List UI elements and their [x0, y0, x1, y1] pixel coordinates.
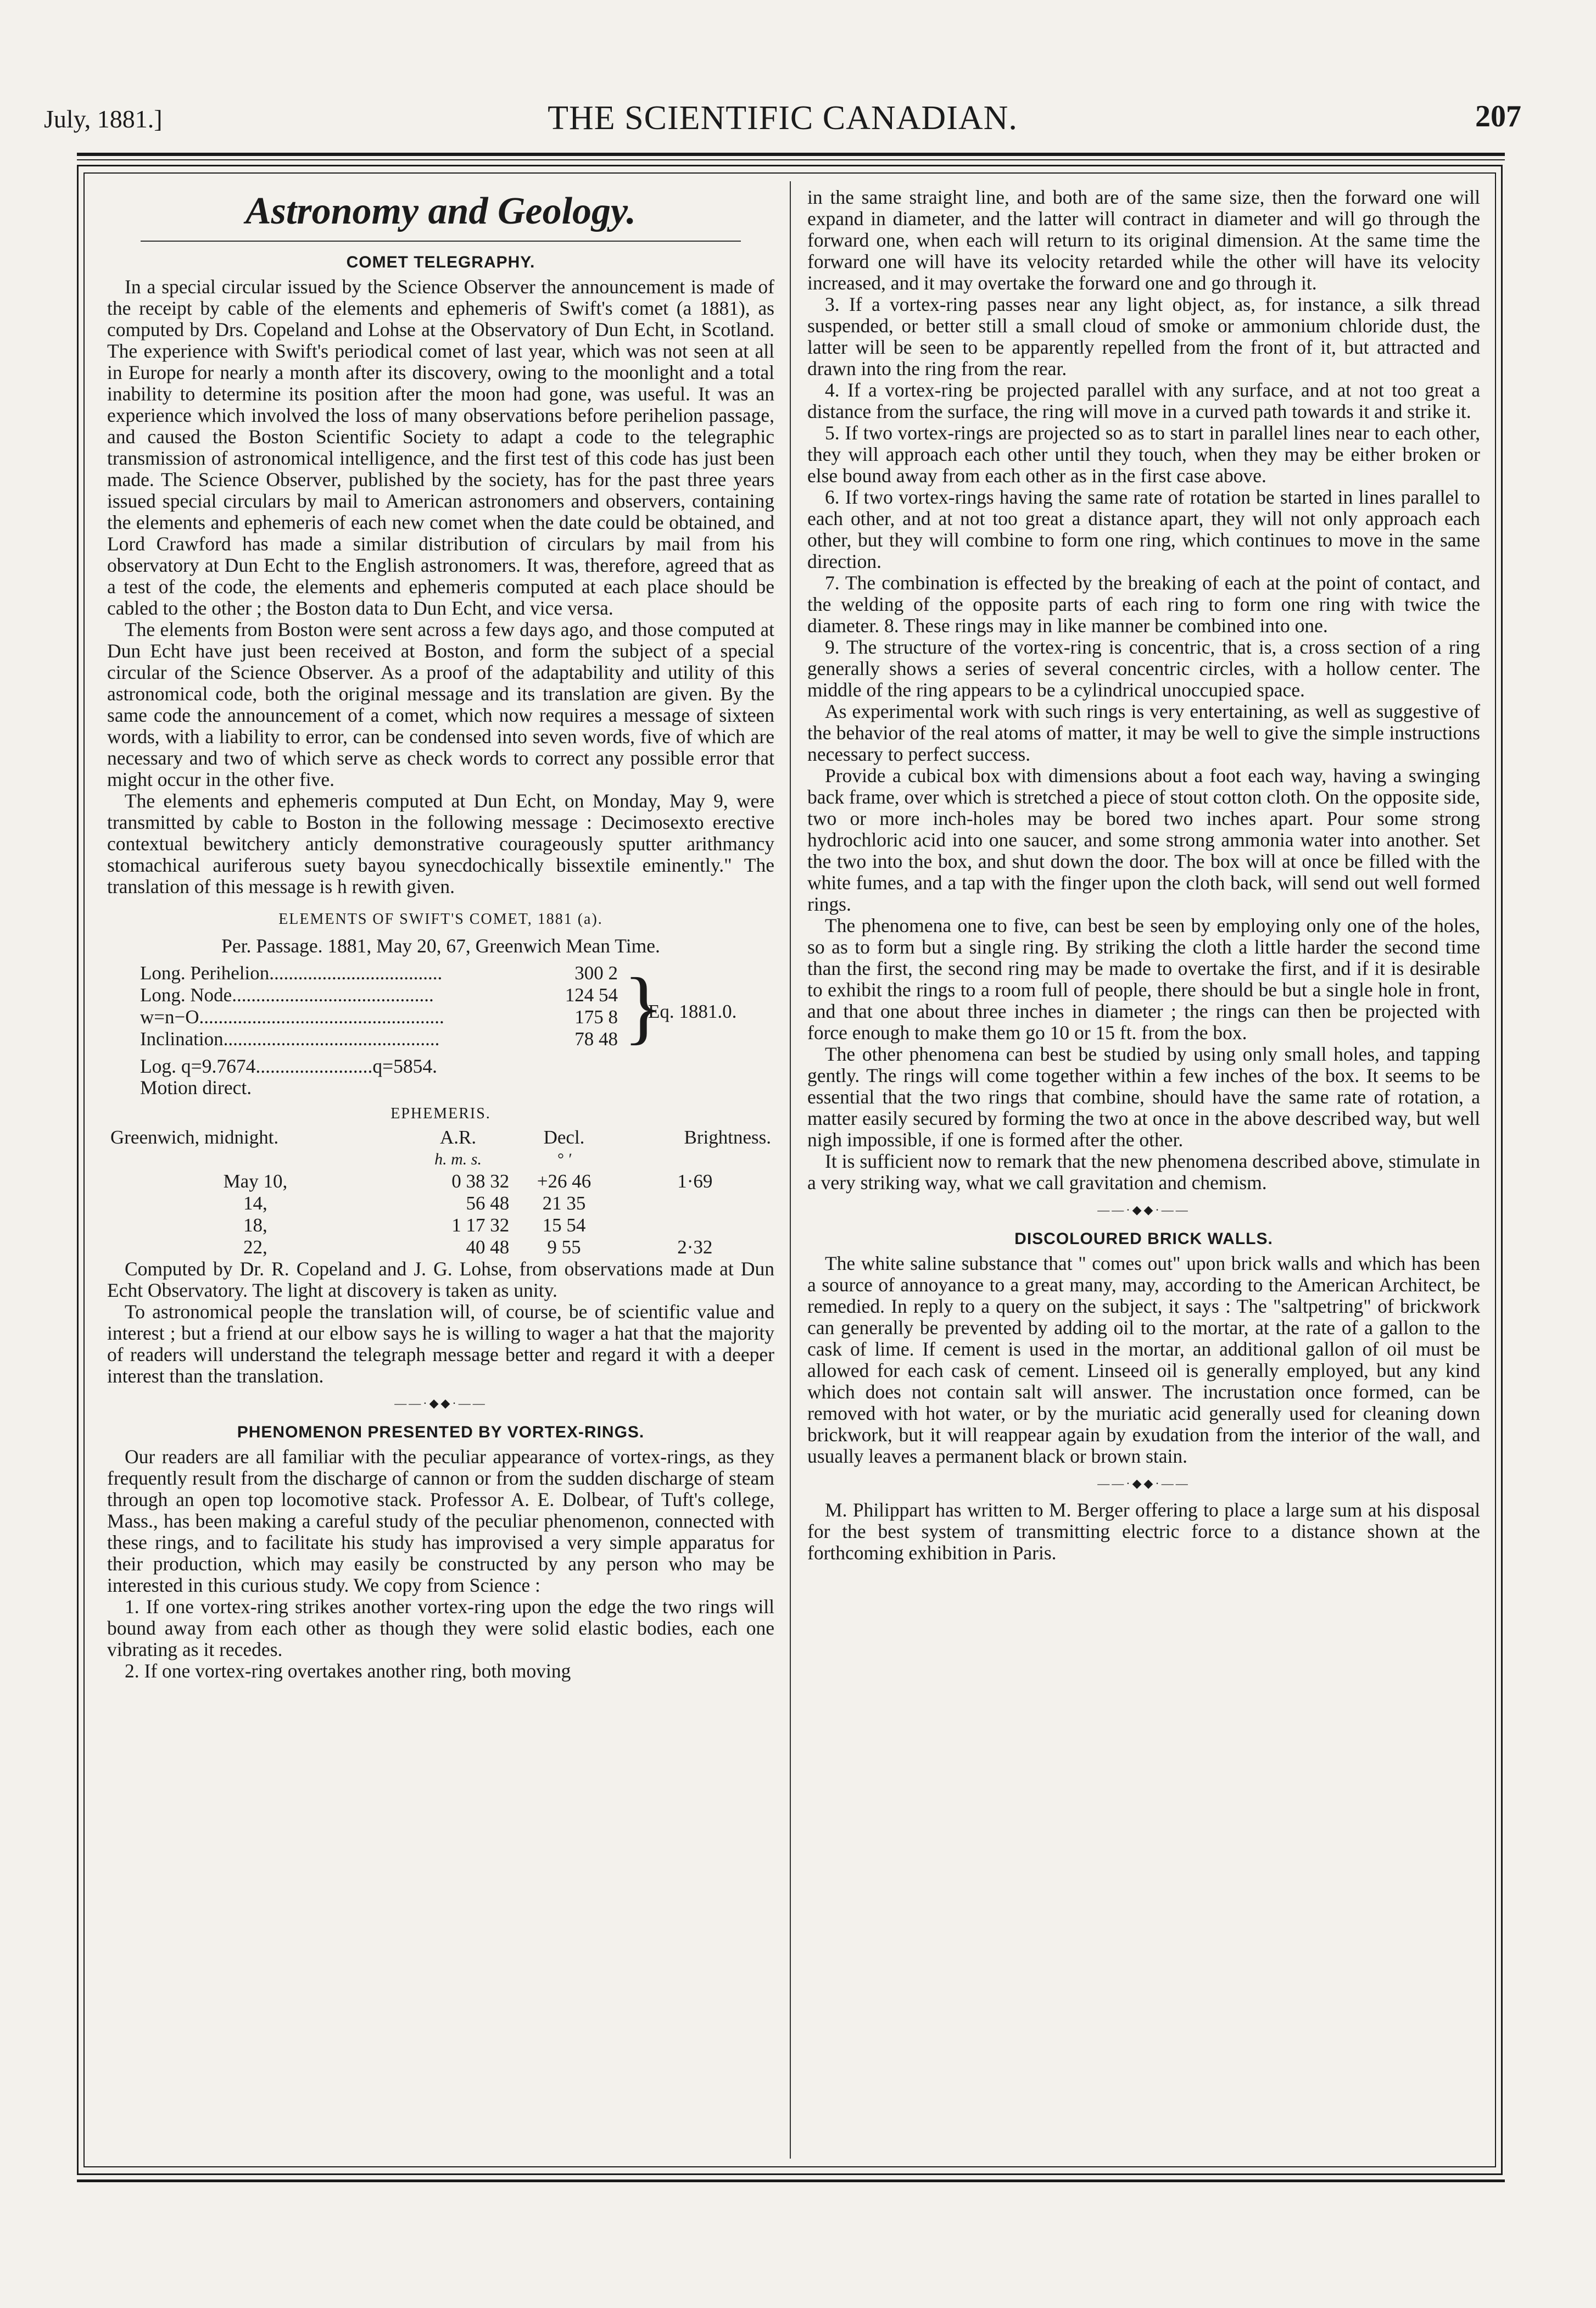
ephemeris-title: EPHEMERIS.: [390, 1105, 491, 1122]
table-cell: 0 38 32: [451, 1170, 510, 1192]
element-label: w=n−O...................................................: [140, 1006, 444, 1028]
header-rule: [77, 153, 1505, 156]
paragraph: 2. If one vortex-ring overtakes another ring, both moving: [125, 1660, 571, 1682]
table-header-row: [107, 1127, 774, 1149]
table-cell: 22,: [243, 1236, 267, 1258]
table-cell: 21 35: [542, 1192, 586, 1214]
paragraph: The other phenomena can best be studied by using only small holes, and tapping gently. The rings will come together within a few inches of the box. It seems to be essential that the two rings that combine, should have the same rate of rotation, a matter easily secured by forming the two at once in the above described way, but well nigh impossible, if one is formed after the other.: [807, 1043, 1480, 1151]
table-cell: 1 17 32: [451, 1214, 510, 1236]
paragraph: The elements from Boston were sent across a few days ago, and those computed at Dun Echt have just been received at Boston, and form the subject of a special circular of the Science Observer. As a proof of the adaptability and utility of this astronomical code, both the original message and its translation are given. By the same code the announcement of a comet, which now requires a message of sixteen words, with a liability to error, can be condensed into seven words, five of which are necessary and two of which serve as check words to correct any possible error that might occur in the other five.: [107, 618, 774, 790]
paragraph: The elements and ephemeris computed at Dun Echt, on Monday, May 9, were transmitted by cable to Boston in the following message : Decimosexto erective contextual bewitchery anticly demonstrative courageously sputter arithmancy stomachical auriferous suety bayou synecdochically bissextile eminently." The translation of this message is h rewith given.: [107, 790, 774, 897]
paragraph: The phenomena one to five, can best be seen by employing only one of the holes, so as to form but a single ring. By striking the cloth a little harder the second time than the first, the second ring may be made to overtake the first, and if it is desirable to exhibit the rings to a room full of people, there should be but a single hole in front, and that one about three inches in diameter ; the rings can then be projected with force enough to make them go 10 or 15 ft. from the box.: [807, 915, 1480, 1044]
section-separator: ——·◆◆·——: [1097, 1203, 1190, 1217]
right-column: [807, 187, 1480, 1564]
element-label: Inclination.............................................: [140, 1028, 440, 1050]
table-row: [107, 1236, 774, 1258]
paragraph: It is sufficient now to remark that the new phenomena described above, stimulate in a very striking way, what we call gravitation and chemism.: [807, 1150, 1480, 1194]
paragraph: Computed by Dr. R. Copeland and J. G. Lohse, from observations made at Dun Echt Observatory. The light at discovery is taken as unity.: [107, 1258, 774, 1301]
paragraph: M. Philippart has written to M. Berger offering to place a large sum at his disposal for the best system of transmitting electric force to a distance shown at the forthcoming exhibition in Paris.: [807, 1499, 1480, 1564]
paragraph: As experimental work with such rings is very entertaining, as well as suggestive of the behavior of the real atoms of matter, it may be well to give the simple instructions necessary to perfect success.: [807, 700, 1480, 765]
element-value: 300 2: [574, 962, 618, 984]
section-separator: ——·◆◆·——: [394, 1396, 487, 1410]
table-cell: [616, 1192, 774, 1214]
article-heading-brick: DISCOLOURED BRICK WALLS.: [1014, 1230, 1273, 1248]
element-row: [107, 1028, 774, 1050]
log-q: Log. q=9.7674........................q=5854.: [140, 1055, 437, 1077]
column-divider: [790, 181, 791, 2159]
table-cell: 56 48: [466, 1192, 510, 1214]
element-value: 78 48: [574, 1028, 618, 1050]
table-cell: 1·69: [677, 1170, 713, 1192]
element-label: Long. Node..........................................: [140, 984, 434, 1006]
table-cell: 14,: [243, 1192, 267, 1214]
table-row: [107, 1192, 774, 1214]
paragraph: 7. The combination is effected by the breaking of each at the point of contact, and the welding of the opposite parts of each ring to form one ring with twice the diameter. 8. These rings may in like manner be combined into one.: [807, 572, 1480, 637]
unit-cell: [616, 1149, 774, 1170]
ephemeris-table: [107, 1127, 774, 1258]
unit-cell: [107, 1149, 404, 1170]
paragraph: in the same straight line, and both are of the same size, then the forward one will expand in diameter, and the latter will contract in diameter and will go through the forward one, when each will return to its original dimension. At the same time the forward one will have its velocity retarded while the other will have its velocity increased, and it may overtake the forward one and go through it.: [807, 186, 1480, 294]
element-value: 124 54: [565, 984, 618, 1006]
paragraph: 5. If two vortex-rings are projected so as to start in parallel lines near to each other, they will approach each other until they touch, when they may be either broken or else bound away from each other as in the first case above.: [807, 422, 1480, 487]
page-number: 207: [1475, 99, 1521, 133]
unit-cell: h. m. s.: [434, 1150, 482, 1168]
perihelion-passage: Per. Passage. 1881, May 20, 67, Greenwich Mean Time.: [221, 935, 660, 957]
element-value: 175 8: [574, 1006, 618, 1028]
table-cell: 9 55: [547, 1236, 581, 1258]
page-header: [44, 93, 1521, 148]
table-cell: May 10,: [223, 1170, 288, 1192]
article-heading-comet: COMET TELEGRAPHY.: [346, 253, 535, 271]
paragraph: Our readers are all familiar with the peculiar appearance of vortex-rings, as they frequently result from the discharge of cannon or from the sudden discharge of steam through an open top locomotive stack. Professor A. E. Dolbear, of Tuft's college, Mass., has been making a careful study of the peculiar phenomenon, connected with these rings, and to facilitate his study has improvised a very simple apparatus for their production, which may easily be constructed by any person who may be interested in this curious study. We copy from Science :: [107, 1446, 774, 1596]
journal-title: THE SCIENTIFIC CANADIAN.: [548, 99, 1018, 137]
table-row: [107, 1170, 774, 1192]
paragraph: 4. If a vortex-ring be projected parallel with any surface, and at not too great a distance from the surface, the ring will move in a curved path towards it and strike it.: [807, 379, 1480, 422]
header-rule-thin: [77, 159, 1505, 160]
left-column: [107, 187, 774, 1682]
element-label: Long. Perihelion....................................: [140, 962, 443, 984]
paragraph: Provide a cubical box with dimensions about a foot each way, having a swinging back frame, over which is stretched a piece of stout cotton cloth. On the opposite side, two or more inch-holes may be bored two inches apart. Pour some strong hydrochloric acid into one saucer, and some strong ammonia water into another. Set the two into the box, and shut down the door. The box will at once be filled with the white fumes, and a tap with the finger upon the cloth back, will send out well formed rings.: [807, 765, 1480, 915]
section-separator: ——·◆◆·——: [1097, 1476, 1190, 1490]
paragraph: 9. The structure of the vortex-ring is concentric, that is, a cross section of a ring generally shows a series of several concentric circles, with a hollow center. The middle of the ring appears to be a cylindrical unoccupied space.: [807, 636, 1480, 701]
element-row: [107, 962, 774, 984]
paragraph: 1. If one vortex-ring strikes another vortex-ring upon the edge the two rings will bound away from each other as though they were solid elastic bodies, each one vibrating as it recedes.: [107, 1596, 774, 1660]
paragraph: 3. If a vortex-ring passes near any light object, as, for instance, a silk thread suspended, or better still a small cloud of smoke or ammonium chloride dust, the latter will be seen to be apparently repelled from the front of it, but attracted and drawn into the ring from the rear.: [807, 293, 1480, 380]
unit-cell: ° ′: [556, 1150, 572, 1168]
table-row: [107, 1214, 774, 1236]
equinox-label: Eq. 1881.0.: [648, 1001, 737, 1022]
table-units-row: [107, 1149, 774, 1170]
paragraph: To astronomical people the translation will, of course, be of scientific value and interest ; but a friend at our elbow says he is willing to wager a hat that the majority of readers will understand the telegraph message better and regard it with a deeper interest than the translation.: [107, 1301, 774, 1387]
paragraph: In a special circular issued by the Science Observer the announcement is made of the receipt by cable of the elements and ephemeris of Swift's comet (a 1881), as computed by Drs. Copeland and Lohse at the Observatory of Dun Echt, in Scotland. The experience with Swift's periodical comet of last year, which was not seen at all in Europe for nearly a month after its discovery, owing to the moonlight and a total inability to determine its position after the moon had gone, was useful. It was an experience which involved the loss of many observations before perihelion passage, and caused the Boston Scientific Society to adapt a code to the telegraphic transmission of astronomical intelligence, and the first test of this code has just been made. The Science Observer, published by the society, has for the past three years issued special circulars by mail to American astronomers and observers, containing the elements and ephemeris of each new comet when the date could be obtained, and Lord Crawford has made a similar distribution of circulars by mail from his observatory at Dun Echt to the English astronomers. It was, therefore, agreed that as a test of the code, the elements and ephemeris computed at each place should be cabled to the other ; the Boston data to Dun Echt, and vice versa.: [107, 276, 774, 619]
section-title: Astronomy and Geology.: [245, 190, 637, 232]
brace-icon: }: [623, 961, 663, 1052]
table-cell: +26 46: [537, 1170, 591, 1192]
column-header: Brightness.: [684, 1127, 771, 1148]
column-header: Greenwich, midnight.: [110, 1127, 279, 1148]
title-rule: [141, 241, 741, 242]
table-cell: 18,: [243, 1214, 267, 1236]
footer-rule: [77, 2179, 1505, 2182]
article-heading-vortex: PHENOMENON PRESENTED BY VORTEX-RINGS.: [237, 1423, 645, 1441]
table-cell: 40 48: [466, 1236, 510, 1258]
column-header: Decl.: [543, 1127, 585, 1148]
table-cell: 2·32: [677, 1236, 713, 1258]
column-header: A.R.: [439, 1127, 477, 1148]
table-cell: [616, 1214, 774, 1236]
paragraph: 6. If two vortex-rings having the same rate of rotation be started in lines parallel to each other, and at not too great a distance apart, they will not only approach each other, but they will combine to form one ring, which continues to move in the same direction.: [807, 486, 1480, 572]
elements-title: ELEMENTS OF SWIFT'S COMET, 1881 (a).: [278, 911, 603, 928]
elements-table: [107, 962, 774, 1050]
table-cell: 15 54: [542, 1214, 586, 1236]
paragraph: The white saline substance that " comes out" upon brick walls and which has been a source of annoyance to a great many, may, according to the American Architect, be remedied. In reply to a query on the subject, it says : The "saltpetring" of brickwork can generally be prevented by adding oil to the mortar, at the rate of a gallon to the cask of lime. If cement is used in the mortar, an additional gallon of oil must be allowed for each cask of cement. Linseed oil is generally employed, but any kind which does not contain salt will answer. The incrustation once formed, can be removed with hot water, or by the muriatic acid generally used for cleaning down brickwork, but it will reappear again by exudation from the interior of the wall, and usually leaves a permanent black or brown stain.: [807, 1252, 1480, 1467]
motion: Motion direct.: [140, 1077, 252, 1099]
issue-date: July, 1881.]: [44, 105, 163, 133]
